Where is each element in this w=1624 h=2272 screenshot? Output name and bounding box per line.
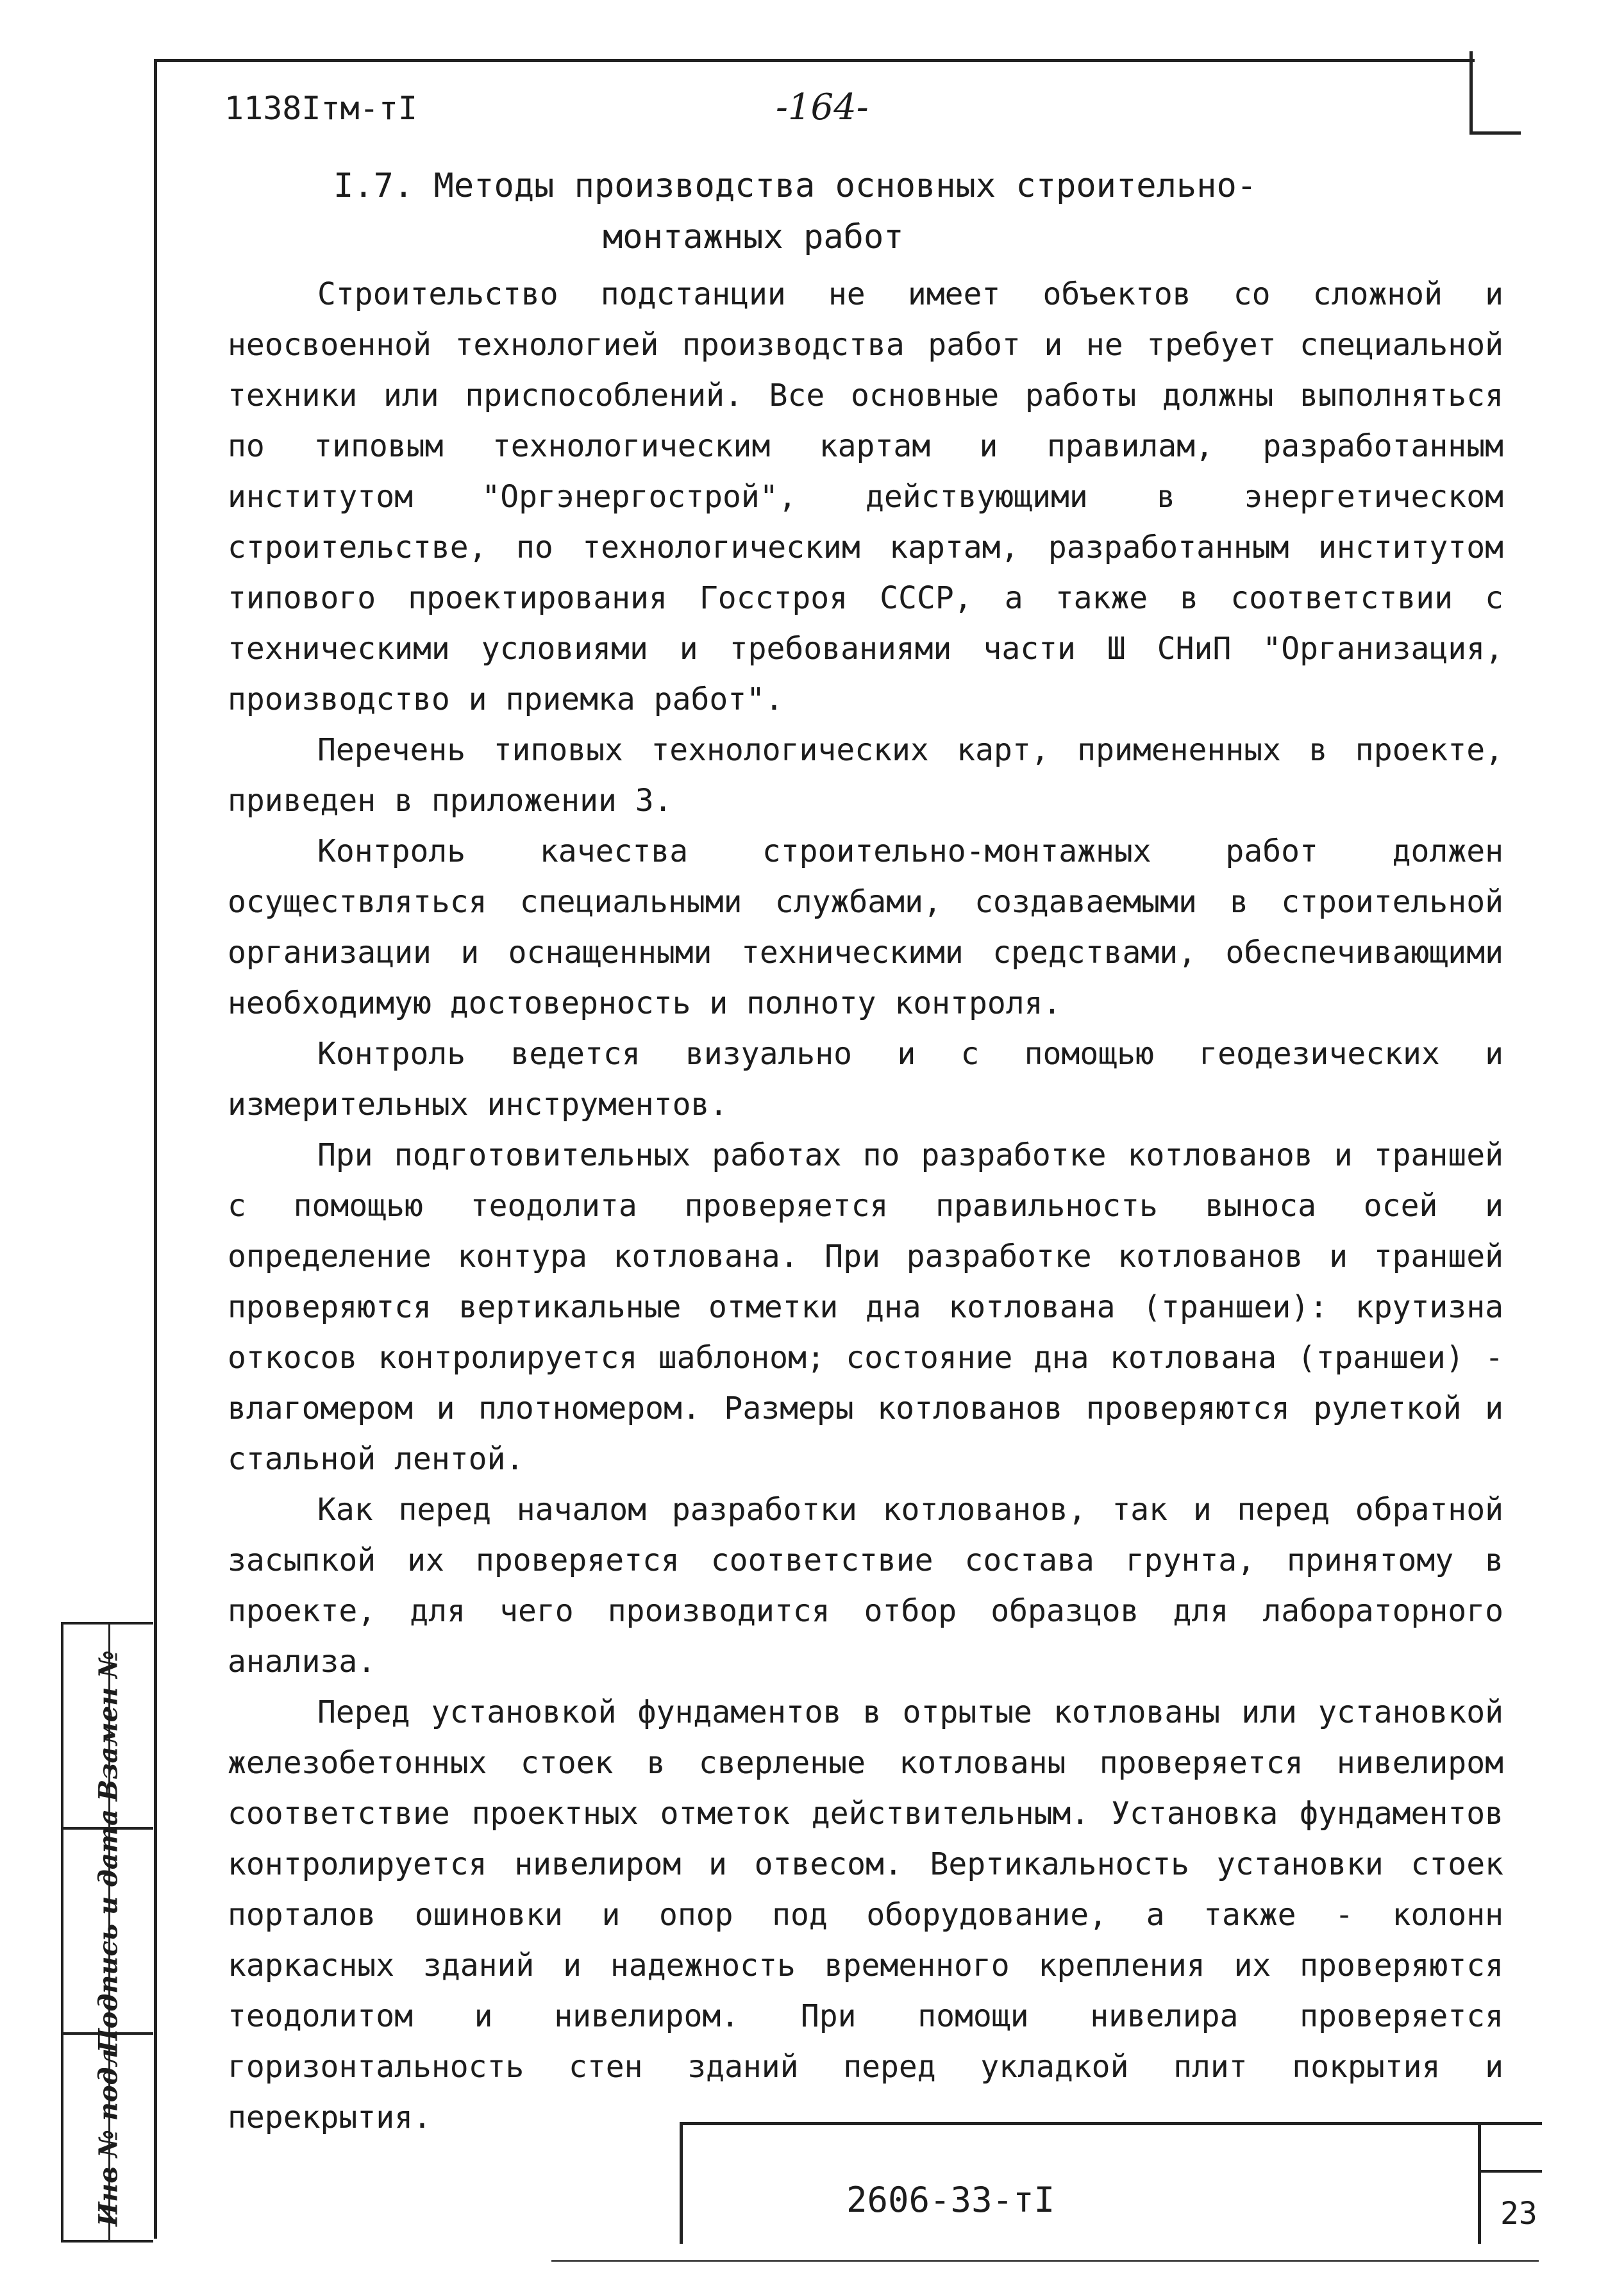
heading-line-1: I.7. Методы производства основных строительно-	[333, 167, 1257, 205]
body-text	[228, 269, 1503, 2143]
title-block-divider	[1478, 2122, 1481, 2244]
paragraph: Контроль качества строительно-монтажных работ должен осуществляться специальными службами, создаваемыми в строительной организации и оснащенными техническими средствами, обеспечивающими необходимую достоверность и полноту контроля.	[228, 833, 1503, 1021]
title-block-code: 2606-33-тI	[846, 2180, 1055, 2220]
corner-mark-base	[1469, 131, 1521, 135]
stamp-label-signature: Подпись и дата	[93, 1808, 124, 2053]
title-block-left	[680, 2122, 683, 2244]
corner-mark	[1469, 51, 1473, 135]
page-frame-top	[154, 59, 1475, 62]
page-number: -164-	[776, 87, 869, 128]
title-block-top	[680, 2122, 1542, 2125]
heading-line-2: монтажных работ	[603, 218, 904, 256]
bottom-rule	[551, 2260, 1539, 2262]
title-block-sheet-line	[1478, 2170, 1542, 2173]
paragraph: При подготовительных работах по разработке котлованов и траншей с помощью теодолита проверяется правильность выноса осей и определение контура котлована. При разработке котлованов и траншей проверяются вертикальные отметки дна котлована (траншеи): крутизна откосов контролируется шаблоном; состояние дна котлована (траншеи) - влагомером и плотномером. Размеры котлованов проверяются рулеткой и стальной лентой.	[228, 1137, 1503, 1477]
document-code: 1138Iтм-тI	[224, 90, 418, 127]
stamp-label-replaced: Взамен №	[93, 1650, 124, 1801]
section-heading	[333, 160, 1359, 263]
paragraph: Контроль ведется визуально и с помощью геодезических и измерительных инструментов.	[228, 1036, 1503, 1123]
paragraph: Перечень типовых технологических карт, примененных в проекте, приведен в приложении 3.	[228, 732, 1503, 819]
paragraph: Как перед началом разработки котлованов, так и перед обратной засыпкой их проверяется соответствие состава грунта, принятому в проекте, для чего производится отбор образцов для лабораторного анализа.	[228, 1492, 1503, 1680]
stamp-cell-replaced	[63, 1625, 153, 1830]
stamp-cell-inventory	[63, 2035, 153, 2240]
page-frame-left	[154, 59, 157, 2239]
paragraph: Перед установкой фундаментов в отрытые котлованы или установкой железобетонных стоек в сверленые котлованы проверяется нивелиром соответствие проектных отметок действительным. Установка фундаментов контролируется нивелиром и отвесом. Вертикальность установки стоек порталов ошиновки и опор под оборудование, а также - колонн каркасных зданий и надежность временного крепления их проверяются теодолитом и нивелиром. При помощи нивелира проверяется горизонтальность стен зданий перед укладкой плит покрытия и перекрытия.	[228, 1694, 1503, 2135]
stamp-cell-signature	[63, 1808, 153, 2053]
margin-stamp	[61, 1622, 153, 2243]
paragraph: Строительство подстанции не имеет объектов со сложной и неосвоенной технологией производства работ и не требует специальной техники или приспособлений. Все основные работы должны выполняться по типовым технологическим картам и правилам, разработанным институтом "Оргэнергострой", действующими в энергетическом строительстве, по технологическим картам, разработанным институтом типового проектирования Госстроя СССР, а также в соответствии с техническими условиями и требованиями части Ш СНиП "Организация, производство и приемка работ".	[228, 276, 1503, 717]
sheet-number: 23	[1500, 2196, 1537, 2232]
stamp-label-inventory: Инв № подл	[93, 2048, 124, 2226]
